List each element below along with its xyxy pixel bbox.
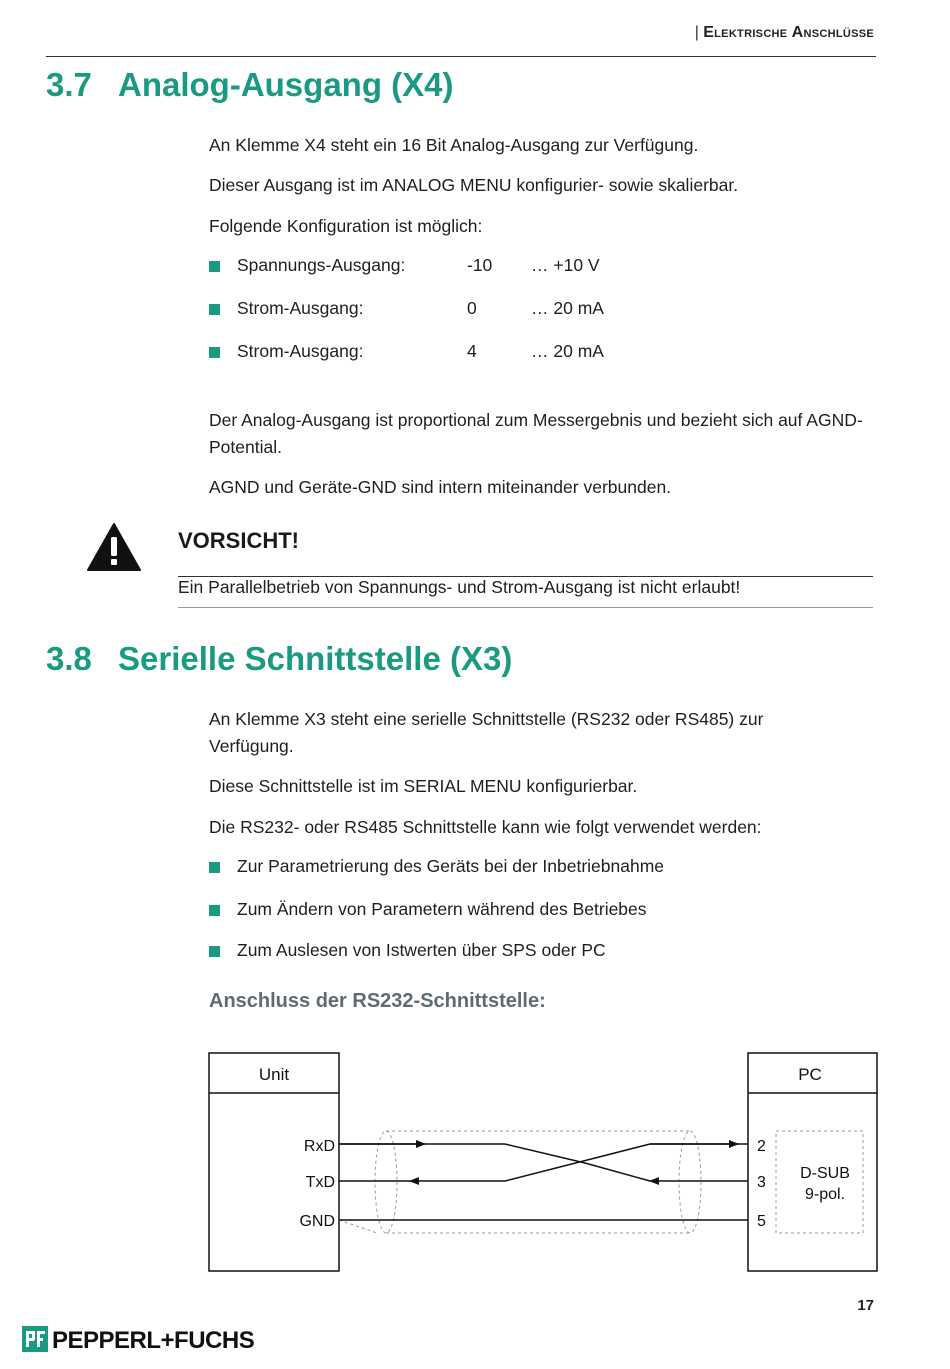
paragraph: Diese Schnittstelle ist im SERIAL MENU konfigurierbar. — [209, 776, 638, 796]
brand-name: PEPPERL+FUCHS — [52, 1327, 255, 1354]
connector-label-line1: D-SUB — [800, 1165, 850, 1182]
paragraph: Die RS232- oder RS485 Schnittstelle kann wie folgt verwendet werden: — [209, 817, 762, 837]
subheading: Anschluss der RS232-Schnittstelle: — [209, 990, 546, 1012]
bullet-square-icon — [209, 905, 220, 916]
section-number: 3.7 — [46, 66, 92, 103]
bullet-square-icon — [209, 862, 220, 873]
caution-text: Ein Parallelbetrieb von Spannungs- und Strom-Ausgang ist nicht erlaubt! — [178, 577, 741, 597]
unit-box — [209, 1053, 339, 1271]
signal-wires — [339, 1144, 748, 1220]
pin-label-gnd: GND — [299, 1213, 335, 1230]
section-number: 3.8 — [46, 640, 92, 677]
connector-outline — [776, 1131, 863, 1233]
pc-label: PC — [798, 1065, 822, 1084]
section-title-3-7 — [46, 66, 454, 104]
section-title-3-8 — [46, 640, 512, 678]
paragraph: Der Analog-Ausgang ist proportional zum Messergebnis und bezieht sich auf AGND-Potential. — [209, 410, 863, 457]
page-number: 17 — [857, 1297, 874, 1314]
pc-box — [748, 1053, 877, 1271]
pin-number-5: 5 — [757, 1213, 766, 1230]
pin-number-2: 2 — [757, 1138, 766, 1155]
pin-label-rxd: RxD — [303, 1138, 335, 1155]
paragraph: Dieser Ausgang ist im ANALOG MENU konfigurier- sowie skalierbar. — [209, 175, 739, 195]
caution-title: VORSICHT! — [178, 528, 299, 553]
paragraph: AGND und Geräte-GND sind intern miteinander verbunden. — [209, 477, 672, 497]
pin-label-txd: TxD — [305, 1174, 335, 1191]
bullet-square-icon — [209, 304, 220, 315]
section-heading: Serielle Schnittstelle (X3) — [118, 640, 513, 677]
cable-shield — [339, 1131, 701, 1233]
paragraph: An Klemme X3 steht eine serielle Schnittstelle (RS232 oder RS485) zur Verfügung. — [209, 709, 764, 756]
caution-bottom-divider — [178, 607, 873, 608]
warning-triangle-icon — [86, 522, 142, 572]
running-header: | Elektrische Anschlüsse — [694, 24, 874, 41]
unit-label: Unit — [258, 1065, 290, 1084]
bullet-square-icon — [209, 946, 220, 957]
header-divider — [46, 56, 876, 57]
rs232-wiring-diagram — [0, 1040, 950, 1280]
pin-number-3: 3 — [757, 1174, 766, 1191]
paragraph: Folgende Konfiguration ist möglich: — [209, 216, 483, 236]
connector-label-line2: 9-pol. — [804, 1186, 846, 1203]
paragraph: An Klemme X4 steht ein 16 Bit Analog-Ausgang zur Verfügung. — [209, 135, 699, 155]
pf-logo-icon — [22, 1326, 48, 1352]
bullet-square-icon — [209, 347, 220, 358]
bullet-square-icon — [209, 261, 220, 272]
section-heading: Analog-Ausgang (X4) — [118, 66, 454, 103]
